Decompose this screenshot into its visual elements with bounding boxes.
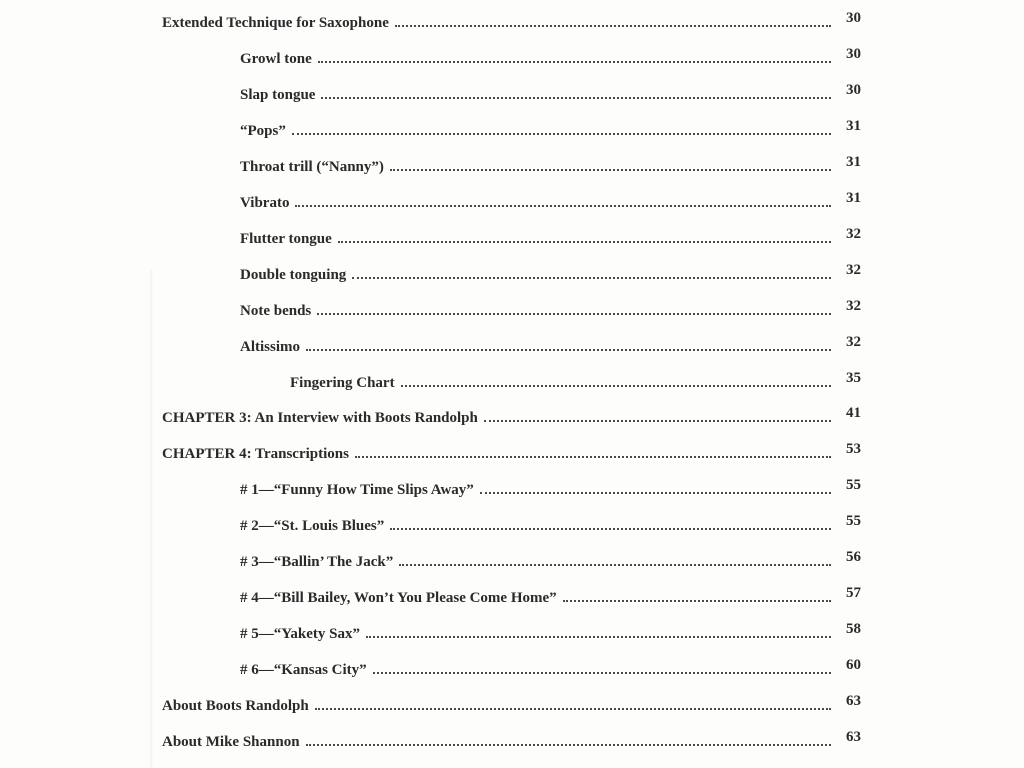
dot-leader — [306, 744, 831, 746]
toc-entry-page: 55 — [846, 513, 861, 529]
toc-entry-title: About Mike Shannon — [162, 734, 300, 750]
toc-entry-chapter-4[interactable] — [162, 441, 861, 464]
toc-entry-title: Altissimo — [240, 339, 300, 355]
dot-leader — [390, 528, 831, 530]
toc-entry-page: 63 — [846, 693, 861, 709]
toc-entry-transcription-2[interactable] — [240, 513, 861, 536]
toc-entry-double-tonguing[interactable] — [240, 262, 861, 285]
toc-entry-altissimo[interactable] — [240, 334, 861, 357]
toc-entry-title: “Pops” — [240, 123, 286, 139]
dot-leader — [338, 241, 831, 243]
toc-entry-vibrato[interactable] — [240, 190, 861, 213]
dot-leader — [295, 205, 831, 207]
dot-leader — [315, 708, 831, 710]
toc-entry-transcription-1[interactable] — [240, 477, 861, 500]
toc-entry-title: # 2—“St. Louis Blues” — [240, 518, 385, 534]
dot-leader — [390, 169, 831, 171]
toc-entry-title: Flutter tongue — [240, 231, 332, 247]
dot-leader — [321, 97, 831, 99]
toc-entry-pops[interactable] — [240, 118, 861, 141]
dot-leader — [399, 564, 831, 566]
toc-entry-title: Throat trill (“Nanny”) — [240, 159, 384, 175]
toc-entry-title: Extended Technique for Saxophone — [162, 15, 389, 31]
toc-entry-title: # 4—“Bill Bailey, Won’t You Please Come Home” — [240, 590, 557, 606]
dot-leader — [563, 600, 831, 602]
toc-entry-extended-technique[interactable] — [162, 10, 861, 33]
dot-leader — [318, 61, 831, 63]
toc-entry-page: 41 — [846, 405, 861, 421]
toc-entry-chapter-3[interactable] — [162, 405, 861, 428]
dot-leader — [480, 492, 831, 494]
dot-leader — [484, 420, 831, 422]
toc-entry-page: 31 — [846, 190, 861, 206]
toc-entry-page: 57 — [846, 585, 861, 601]
toc-entry-title: Growl tone — [240, 51, 312, 67]
toc-entry-page: 30 — [846, 10, 861, 26]
toc-entry-title: # 1—“Funny How Time Slips Away” — [240, 482, 474, 498]
toc-entry-page: 53 — [846, 441, 861, 457]
toc-entry-throat-trill[interactable] — [240, 154, 861, 177]
toc-entry-title: Fingering Chart — [290, 375, 395, 391]
toc-entry-page: 63 — [846, 729, 861, 745]
toc-entry-page: 56 — [846, 549, 861, 565]
toc-entry-fingering-chart[interactable] — [290, 370, 861, 393]
toc-entry-title: # 5—“Yakety Sax” — [240, 626, 361, 642]
toc-entry-page: 31 — [846, 154, 861, 170]
toc-entry-slap-tongue[interactable] — [240, 82, 861, 105]
toc-entry-title: CHAPTER 3: An Interview with Boots Randolph — [162, 410, 478, 426]
dot-leader — [317, 313, 831, 315]
toc-entry-transcription-6[interactable] — [240, 657, 861, 680]
dot-leader — [352, 277, 831, 279]
toc-entry-growl-tone[interactable] — [240, 46, 861, 69]
dot-leader — [355, 456, 831, 458]
toc-entry-title: Double tonguing — [240, 267, 347, 283]
dot-leader — [373, 672, 831, 674]
toc-entry-page: 32 — [846, 226, 861, 242]
toc-entry-title: About Boots Randolph — [162, 698, 309, 714]
toc-entry-transcription-5[interactable] — [240, 621, 861, 644]
dot-leader — [395, 25, 831, 27]
toc-entry-title: Slap tongue — [240, 87, 316, 103]
toc-entry-about-boots-randolph[interactable] — [162, 693, 861, 716]
toc-entry-page: 30 — [846, 82, 861, 98]
toc-entry-note-bends[interactable] — [240, 298, 861, 321]
toc-entry-title: CHAPTER 4: Transcriptions — [162, 446, 349, 462]
toc-entry-page: 32 — [846, 334, 861, 350]
dot-leader — [292, 133, 831, 135]
dot-leader — [401, 385, 831, 387]
toc-entry-title: Vibrato — [240, 195, 290, 211]
toc-entry-about-mike-shannon[interactable] — [162, 729, 861, 752]
toc-entry-title: Note bends — [240, 303, 312, 319]
dot-leader — [366, 636, 831, 638]
toc-entry-transcription-3[interactable] — [240, 549, 861, 572]
toc-entry-page: 31 — [846, 118, 861, 134]
toc-entry-page: 60 — [846, 657, 861, 673]
toc-entry-page: 58 — [846, 621, 861, 637]
toc-entry-page: 30 — [846, 46, 861, 62]
toc-entry-page: 32 — [846, 298, 861, 314]
toc-entry-page: 32 — [846, 262, 861, 278]
toc-entry-page: 35 — [846, 370, 861, 386]
toc-entry-title: # 6—“Kansas City” — [240, 662, 367, 678]
toc-entry-transcription-4[interactable] — [240, 585, 861, 608]
dot-leader — [306, 349, 831, 351]
toc-entry-title: # 3—“Ballin’ The Jack” — [240, 554, 394, 570]
toc-entry-page: 55 — [846, 477, 861, 493]
toc-entry-flutter-tongue[interactable] — [240, 226, 861, 249]
